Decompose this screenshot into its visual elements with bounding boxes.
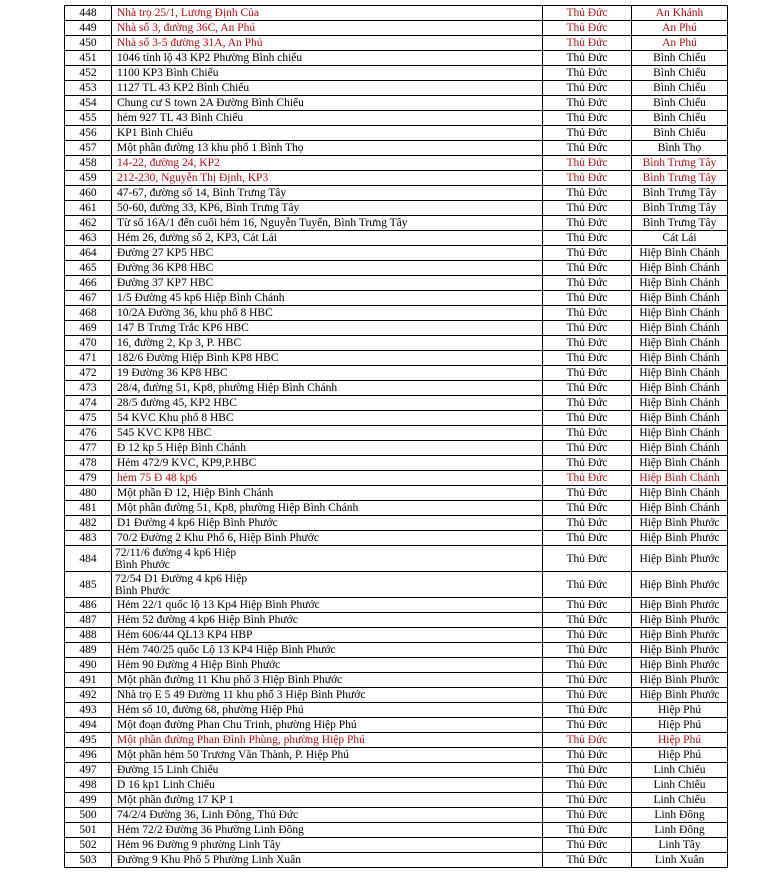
row-number-cell: 502	[65, 838, 112, 853]
district-cell: Thủ Đức	[543, 81, 632, 96]
address-cell: 47-67, đường số 14, Bình Trưng Tây	[112, 186, 543, 201]
table-row	[65, 572, 728, 598]
table-row	[65, 531, 728, 546]
ward-cell: Hiệp Bình Phước	[632, 628, 728, 643]
district-cell: Thủ Đức	[543, 703, 632, 718]
address-cell: Đường 15 Linh Chiểu	[112, 763, 543, 778]
ward-cell: Hiệp Bình Phước	[632, 516, 728, 531]
row-number-cell: 489	[65, 643, 112, 658]
row-number-cell: 503	[65, 853, 112, 868]
table-row	[65, 351, 728, 366]
address-cell: Nhà số 3, đường 36C, An Phú	[112, 21, 543, 36]
table-row	[65, 793, 728, 808]
row-number-cell: 458	[65, 156, 112, 171]
ward-cell: Hiệp Bình Chánh	[632, 396, 728, 411]
district-cell: Thủ Đức	[543, 351, 632, 366]
table-row	[65, 426, 728, 441]
district-cell: Thủ Đức	[543, 336, 632, 351]
ward-cell: Hiệp Bình Chánh	[632, 486, 728, 501]
address-cell: Hẻm 90 Đường 4 Hiệp Bình Phước	[112, 658, 543, 673]
district-cell: Thủ Đức	[543, 572, 632, 598]
ward-cell: Hiệp Bình Phước	[632, 658, 728, 673]
table-row	[65, 598, 728, 613]
table-row	[65, 36, 728, 51]
district-cell: Thủ Đức	[543, 441, 632, 456]
row-number-cell: 487	[65, 613, 112, 628]
ward-cell: Bình Chiểu	[632, 51, 728, 66]
address-cell: Từ số 16A/1 đến cuối hẻm 16, Nguyễn Tuyển, Bình Trưng Tây	[112, 216, 543, 231]
address-cell: Một phần đường 51, Kp8, phường Hiệp Bình Chánh	[112, 501, 543, 516]
table-row	[65, 853, 728, 868]
address-cell: hẻm 75 Đ 48 kp6	[112, 471, 543, 486]
row-number-cell: 463	[65, 231, 112, 246]
table-row	[65, 703, 728, 718]
ward-cell: Linh Xuân	[632, 853, 728, 868]
table-row	[65, 51, 728, 66]
district-cell: Thủ Đức	[543, 321, 632, 336]
ward-cell: Hiệp Bình Chánh	[632, 351, 728, 366]
address-cell: 72/11/6 đường 4 kp6 Hiệp Bình Phước	[112, 546, 543, 572]
row-number-cell: 470	[65, 336, 112, 351]
table-row	[65, 516, 728, 531]
district-cell: Thủ Đức	[543, 381, 632, 396]
ward-cell: Bình Chiểu	[632, 81, 728, 96]
ward-cell: Hiệp Bình Phước	[632, 643, 728, 658]
table-row	[65, 216, 728, 231]
district-cell: Thủ Đức	[543, 96, 632, 111]
table-row	[65, 6, 728, 21]
ward-cell: Linh Chiểu	[632, 763, 728, 778]
ward-cell: Hiệp Bình Chánh	[632, 471, 728, 486]
address-cell: 28/5 đường 45, KP2 HBC	[112, 396, 543, 411]
row-number-cell: 490	[65, 658, 112, 673]
ward-cell: Cát Lái	[632, 231, 728, 246]
row-number-cell: 480	[65, 486, 112, 501]
district-cell: Thủ Đức	[543, 531, 632, 546]
row-number-cell: 471	[65, 351, 112, 366]
district-cell: Thủ Đức	[543, 748, 632, 763]
row-number-cell: 473	[65, 381, 112, 396]
address-cell: Hẻm 472/9 KVC, KP9,P.HBC	[112, 456, 543, 471]
district-cell: Thủ Đức	[543, 486, 632, 501]
row-number-cell: 448	[65, 6, 112, 21]
ward-cell: Hiệp Bình Chánh	[632, 426, 728, 441]
table-row	[65, 778, 728, 793]
district-cell: Thủ Đức	[543, 823, 632, 838]
table-row	[65, 231, 728, 246]
district-cell: Thủ Đức	[543, 186, 632, 201]
ward-cell: Hiệp Bình Chánh	[632, 441, 728, 456]
table-row	[65, 733, 728, 748]
table-row	[65, 366, 728, 381]
table-row	[65, 201, 728, 216]
ward-cell: Hiệp Phú	[632, 718, 728, 733]
row-number-cell: 468	[65, 306, 112, 321]
address-cell: Hẻm 740/25 quốc Lộ 13 KP4 Hiệp Bình Phước	[112, 643, 543, 658]
row-number-cell: 466	[65, 276, 112, 291]
ward-cell: An Phú	[632, 36, 728, 51]
table-row	[65, 261, 728, 276]
address-cell: Một phần đường 17 KP 1	[112, 793, 543, 808]
table-row	[65, 126, 728, 141]
row-number-cell: 455	[65, 111, 112, 126]
row-number-cell: 496	[65, 748, 112, 763]
ward-cell: Hiệp Bình Chánh	[632, 246, 728, 261]
ward-cell: Hiệp Phú	[632, 748, 728, 763]
row-number-cell: 497	[65, 763, 112, 778]
ward-cell: Hiệp Bình Chánh	[632, 411, 728, 426]
address-cell: 147 B Trưng Trắc KP6 HBC	[112, 321, 543, 336]
row-number-cell: 452	[65, 66, 112, 81]
row-number-cell: 501	[65, 823, 112, 838]
address-cell: Hẻm 606/44 QL13 KP4 HBP	[112, 628, 543, 643]
ward-cell: Hiệp Bình Chánh	[632, 381, 728, 396]
ward-cell: Bình Trưng Tây	[632, 171, 728, 186]
row-number-cell: 499	[65, 793, 112, 808]
row-number-cell: 481	[65, 501, 112, 516]
district-cell: Thủ Đức	[543, 838, 632, 853]
ward-cell: Linh Đông	[632, 808, 728, 823]
table-row	[65, 306, 728, 321]
district-cell: Thủ Đức	[543, 141, 632, 156]
district-cell: Thủ Đức	[543, 426, 632, 441]
table-row	[65, 808, 728, 823]
row-number-cell: 472	[65, 366, 112, 381]
row-number-cell: 486	[65, 598, 112, 613]
table-row	[65, 643, 728, 658]
ward-cell: Hiệp Bình Phước	[632, 598, 728, 613]
ward-cell: Hiệp Bình Chánh	[632, 336, 728, 351]
district-cell: Thủ Đức	[543, 613, 632, 628]
row-number-cell: 465	[65, 261, 112, 276]
table-row	[65, 441, 728, 456]
address-cell: KP1 Bình Chiểu	[112, 126, 543, 141]
row-number-cell: 494	[65, 718, 112, 733]
district-cell: Thủ Đức	[543, 111, 632, 126]
address-cell: Một phần Đ 12, Hiệp Bình Chánh	[112, 486, 543, 501]
row-number-cell: 469	[65, 321, 112, 336]
row-number-cell: 482	[65, 516, 112, 531]
district-cell: Thủ Đức	[543, 516, 632, 531]
row-number-cell: 479	[65, 471, 112, 486]
table-row	[65, 141, 728, 156]
district-cell: Thủ Đức	[543, 306, 632, 321]
table-row	[65, 763, 728, 778]
district-cell: Thủ Đức	[543, 733, 632, 748]
row-number-cell: 484	[65, 546, 112, 572]
table-row	[65, 81, 728, 96]
ward-cell: Bình Chiểu	[632, 66, 728, 81]
address-cell: 72/54 D1 Đường 4 kp6 Hiệp Bình Phước	[112, 572, 543, 598]
address-cell: Một phần đường 11 Khu phố 3 Hiệp Bình Phước	[112, 673, 543, 688]
district-cell: Thủ Đức	[543, 216, 632, 231]
address-cell: 1/5 Đường 45 kp6 Hiệp Bình Chánh	[112, 291, 543, 306]
ward-cell: Bình Trưng Tây	[632, 186, 728, 201]
ward-cell: Hiệp Bình Phước	[632, 531, 728, 546]
ward-cell: Bình Chiểu	[632, 96, 728, 111]
address-cell: D1 Đường 4 kp6 Hiệp Bình Phước	[112, 516, 543, 531]
district-cell: Thủ Đức	[543, 36, 632, 51]
table-row	[65, 246, 728, 261]
row-number-cell: 483	[65, 531, 112, 546]
ward-cell: Bình Trưng Tây	[632, 201, 728, 216]
table-row	[65, 96, 728, 111]
row-number-cell: 500	[65, 808, 112, 823]
ward-cell: Hiệp Bình Phước	[632, 546, 728, 572]
ward-cell: Hiệp Bình Chánh	[632, 291, 728, 306]
row-number-cell: 467	[65, 291, 112, 306]
row-number-cell: 493	[65, 703, 112, 718]
ward-cell: Hiệp Bình Chánh	[632, 276, 728, 291]
address-cell: 50-60, đường 33, KP6, Bình Trưng Tây	[112, 201, 543, 216]
address-cell: Nhà trọ E 5 49 Đường 11 khu phố 3 Hiệp Bình Phước	[112, 688, 543, 703]
table-row	[65, 66, 728, 81]
district-cell: Thủ Đức	[543, 628, 632, 643]
row-number-cell: 451	[65, 51, 112, 66]
district-cell: Thủ Đức	[543, 51, 632, 66]
address-cell: 14-22, đường 24, KP2	[112, 156, 543, 171]
ward-cell: Hiệp Bình Chánh	[632, 366, 728, 381]
address-cell: 1100 KP3 Bình Chiểu	[112, 66, 543, 81]
ward-cell: Linh Đông	[632, 823, 728, 838]
table-row	[65, 21, 728, 36]
ward-cell: Bình Thọ	[632, 141, 728, 156]
ward-cell: Linh Tây	[632, 838, 728, 853]
district-cell: Thủ Đức	[543, 201, 632, 216]
ward-cell: Bình Trưng Tây	[632, 216, 728, 231]
ward-cell: Hiệp Bình Chánh	[632, 261, 728, 276]
district-cell: Thủ Đức	[543, 643, 632, 658]
table-row	[65, 111, 728, 126]
address-cell: 1127 TL 43 KP2 Bình Chiểu	[112, 81, 543, 96]
address-cell: Đường 37 KP7 HBC	[112, 276, 543, 291]
district-cell: Thủ Đức	[543, 658, 632, 673]
address-cell: Nhà số 3-5 đường 31A, An Phú	[112, 36, 543, 51]
address-cell: 1046 tỉnh lộ 43 KP2 Phường Bình chiểu	[112, 51, 543, 66]
district-cell: Thủ Đức	[543, 598, 632, 613]
table-row	[65, 171, 728, 186]
row-number-cell: 457	[65, 141, 112, 156]
district-cell: Thủ Đức	[543, 763, 632, 778]
row-number-cell: 453	[65, 81, 112, 96]
district-cell: Thủ Đức	[543, 276, 632, 291]
district-cell: Thủ Đức	[543, 853, 632, 868]
table-row	[65, 486, 728, 501]
district-cell: Thủ Đức	[543, 6, 632, 21]
row-number-cell: 450	[65, 36, 112, 51]
address-cell: 16, đường 2, Kp 3, P. HBC	[112, 336, 543, 351]
row-number-cell: 477	[65, 441, 112, 456]
address-cell: 28/4, đường 51, Kp8, phường Hiệp Bình Chánh	[112, 381, 543, 396]
table-row	[65, 456, 728, 471]
table-row	[65, 471, 728, 486]
ward-cell: Hiệp Bình Phước	[632, 572, 728, 598]
ward-cell: Bình Trưng Tây	[632, 156, 728, 171]
district-cell: Thủ Đức	[543, 246, 632, 261]
ward-cell: Hiệp Phú	[632, 733, 728, 748]
table-row	[65, 838, 728, 853]
district-cell: Thủ Đức	[543, 808, 632, 823]
row-number-cell: 462	[65, 216, 112, 231]
address-cell: Một phần đường Phan Đình Phùng, phường Hiệp Phú	[112, 733, 543, 748]
district-cell: Thủ Đức	[543, 126, 632, 141]
row-number-cell: 460	[65, 186, 112, 201]
district-cell: Thủ Đức	[543, 366, 632, 381]
district-cell: Thủ Đức	[543, 456, 632, 471]
district-cell: Thủ Đức	[543, 291, 632, 306]
address-cell: 10/2A Đường 36, khu phố 8 HBC	[112, 306, 543, 321]
table-row	[65, 156, 728, 171]
address-cell: 74/2/4 Đường 36, Linh Đông, Thủ Đức	[112, 808, 543, 823]
row-number-cell: 456	[65, 126, 112, 141]
address-cell: D 16 kp1 Linh Chiểu	[112, 778, 543, 793]
row-number-cell: 498	[65, 778, 112, 793]
table-row	[65, 276, 728, 291]
address-cell: Hẻm 96 Đường 9 phường Linh Tây	[112, 838, 543, 853]
address-cell: 54 KVC Khu phố 8 HBC	[112, 411, 543, 426]
address-cell: Nhà trọ 25/1, Lương Định Của	[112, 6, 543, 21]
address-cell: Hẻm 26, đường số 2, KP3, Cát Lái	[112, 231, 543, 246]
row-number-cell: 464	[65, 246, 112, 261]
table-row	[65, 658, 728, 673]
address-cell: Một phần hẻm 50 Trương Văn Thành, P. Hiệp Phú	[112, 748, 543, 763]
ward-cell: Hiệp Phú	[632, 703, 728, 718]
district-cell: Thủ Đức	[543, 411, 632, 426]
ward-cell: Hiệp Bình Chánh	[632, 321, 728, 336]
address-cell: Hẻm 22/1 quốc lộ 13 Kp4 Hiệp Bình Phước	[112, 598, 543, 613]
ward-cell: Hiệp Bình Phước	[632, 673, 728, 688]
ward-cell: Hiệp Bình Phước	[632, 613, 728, 628]
ward-cell: Bình Chiểu	[632, 111, 728, 126]
district-cell: Thủ Đức	[543, 261, 632, 276]
ward-cell: Hiệp Bình Chánh	[632, 501, 728, 516]
table-row	[65, 613, 728, 628]
document-page	[64, 5, 720, 868]
row-number-cell: 461	[65, 201, 112, 216]
ward-cell: Linh Chiểu	[632, 778, 728, 793]
table-row	[65, 381, 728, 396]
table-row	[65, 321, 728, 336]
district-cell: Thủ Đức	[543, 778, 632, 793]
row-number-cell: 474	[65, 396, 112, 411]
address-cell: Đường 27 KP5 HBC	[112, 246, 543, 261]
table-row	[65, 336, 728, 351]
district-cell: Thủ Đức	[543, 501, 632, 516]
district-cell: Thủ Đức	[543, 171, 632, 186]
district-cell: Thủ Đức	[543, 21, 632, 36]
district-cell: Thủ Đức	[543, 231, 632, 246]
table-row	[65, 186, 728, 201]
table-row	[65, 823, 728, 838]
district-cell: Thủ Đức	[543, 156, 632, 171]
row-number-cell: 476	[65, 426, 112, 441]
address-cell: 19 Đường 36 KP8 HBC	[112, 366, 543, 381]
ward-cell: Hiệp Bình Chánh	[632, 456, 728, 471]
row-number-cell: 449	[65, 21, 112, 36]
row-number-cell: 485	[65, 572, 112, 598]
district-cell: Thủ Đức	[543, 66, 632, 81]
row-number-cell: 459	[65, 171, 112, 186]
address-cell: Hẻm số 10, đường 68, phường Hiệp Phú	[112, 703, 543, 718]
table-row	[65, 396, 728, 411]
row-number-cell: 454	[65, 96, 112, 111]
table-row	[65, 748, 728, 763]
row-number-cell: 492	[65, 688, 112, 703]
district-cell: Thủ Đức	[543, 673, 632, 688]
address-cell: Chung cư S town 2A Đường Bình Chiểu	[112, 96, 543, 111]
ward-cell: Bình Chiểu	[632, 126, 728, 141]
address-cell: Đường 9 Khu Phố 5 Phường Linh Xuân	[112, 853, 543, 868]
row-number-cell: 475	[65, 411, 112, 426]
row-number-cell: 495	[65, 733, 112, 748]
ward-cell: Linh Chiểu	[632, 793, 728, 808]
table-row	[65, 688, 728, 703]
ward-cell: An Khánh	[632, 6, 728, 21]
district-cell: Thủ Đức	[543, 471, 632, 486]
district-cell: Thủ Đức	[543, 718, 632, 733]
ward-cell: Hiệp Bình Chánh	[632, 306, 728, 321]
address-cell: Hẻm 52 đường 4 kp6 Hiệp Bình Phước	[112, 613, 543, 628]
table-row	[65, 628, 728, 643]
row-number-cell: 488	[65, 628, 112, 643]
table-row	[65, 411, 728, 426]
address-cell: Một phần đường 13 khu phố 1 Bình Thọ	[112, 141, 543, 156]
district-cell: Thủ Đức	[543, 793, 632, 808]
table-row	[65, 291, 728, 306]
table-row	[65, 546, 728, 572]
district-cell: Thủ Đức	[543, 546, 632, 572]
row-number-cell: 478	[65, 456, 112, 471]
district-cell: Thủ Đức	[543, 688, 632, 703]
address-cell: Hẻm 72/2 Đường 36 Phường Linh Đông	[112, 823, 543, 838]
table-row	[65, 501, 728, 516]
address-cell: 182/6 Đường Hiệp Bình KP8 HBC	[112, 351, 543, 366]
row-number-cell: 491	[65, 673, 112, 688]
district-cell: Thủ Đức	[543, 396, 632, 411]
address-cell: hẻm 927 TL 43 Bình Chiểu	[112, 111, 543, 126]
ward-cell: An Phú	[632, 21, 728, 36]
address-cell: Đ 12 kp 5 Hiệp Bình Chánh	[112, 441, 543, 456]
address-cell: 545 KVC KP8 HBC	[112, 426, 543, 441]
table-row	[65, 673, 728, 688]
address-cell: 212-230, Nguyễn Thị Định, KP3	[112, 171, 543, 186]
address-cell: 70/2 Đường 2 Khu Phố 6, Hiệp Bình Phước	[112, 531, 543, 546]
address-table	[64, 5, 728, 868]
address-cell: Một đoạn đường Phan Chu Trinh, phường Hiệp Phú	[112, 718, 543, 733]
ward-cell: Hiệp Bình Phước	[632, 688, 728, 703]
table-row	[65, 718, 728, 733]
address-cell: Đường 36 KP8 HBC	[112, 261, 543, 276]
